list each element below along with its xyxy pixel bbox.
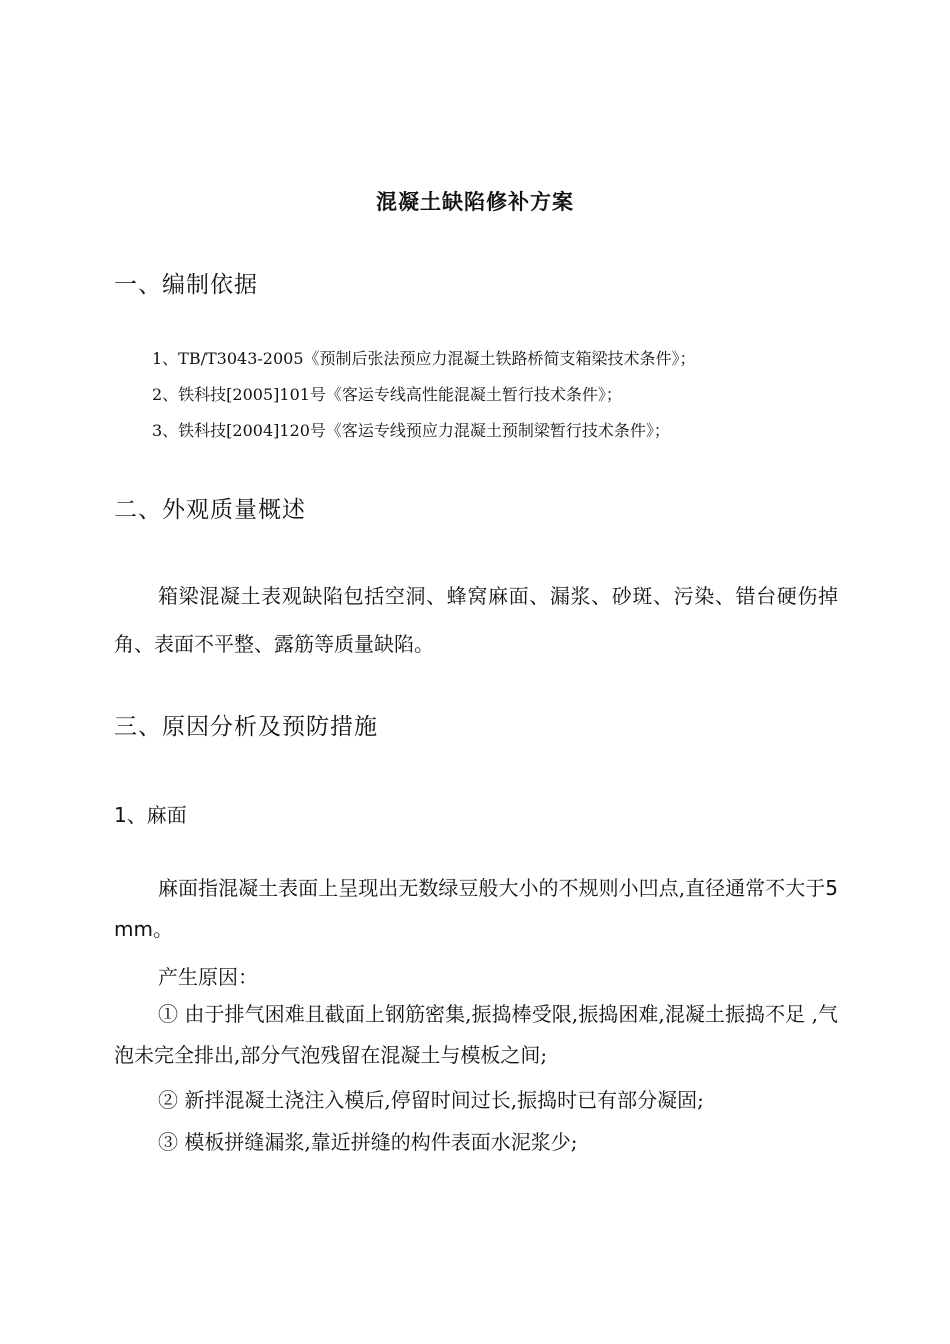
document-title: 混凝土缺陷修补方案 [376,190,574,214]
pitting-definition-unit: 5 mm。 [114,876,838,941]
pitting-definition-text: 麻面指混凝土表面上呈现出无数绿豆般大小的不规则小凹点,直径通常不大于 [158,876,826,900]
reference-item-1: 1、TB/T3043-2005《预制后张法预应力混凝土铁路桥简支箱梁技术条件》； [152,349,696,368]
pitting-definition-paragraph [114,868,838,950]
section-heading-basis: 一、编制依据 [114,272,258,298]
reference-item-3: 3、铁科技[2004]120号《客运专线预应力混凝土预制梁暂行技术条件》； [152,421,670,440]
overview-paragraph: 箱梁混凝土表观缺陷包括空洞、蜂窝麻面、漏浆、砂斑、污染、错台硬伤掉角、表面不平整、露筋等质量缺陷。 [114,584,838,656]
section-heading-analysis: 三、原因分析及预防措施 [114,714,378,740]
cause-item-3: ③ 模板拼缝漏浆,靠近拼缝的构件表面水泥浆少; [158,1130,578,1154]
causes-label: 产生原因： [158,965,258,989]
reference-item-2: 2、铁科技[2005]101号《客运专线高性能混凝土暂行技术条件》； [152,385,622,404]
section-heading-overview: 二、外观质量概述 [114,497,306,523]
subsection-heading-pitting: 1、麻面 [114,803,187,827]
cause-item-2: ② 新拌混凝土浇注入模后,停留时间过长,振捣时已有部分凝固; [158,1088,704,1112]
cause-item-1: ① 由于排气困难且截面上钢筋密集,振捣棒受限,振捣困难,混凝土振捣不足 ,气泡未完全排出,部分气泡残留在混凝土与模板之间; [114,1002,838,1067]
